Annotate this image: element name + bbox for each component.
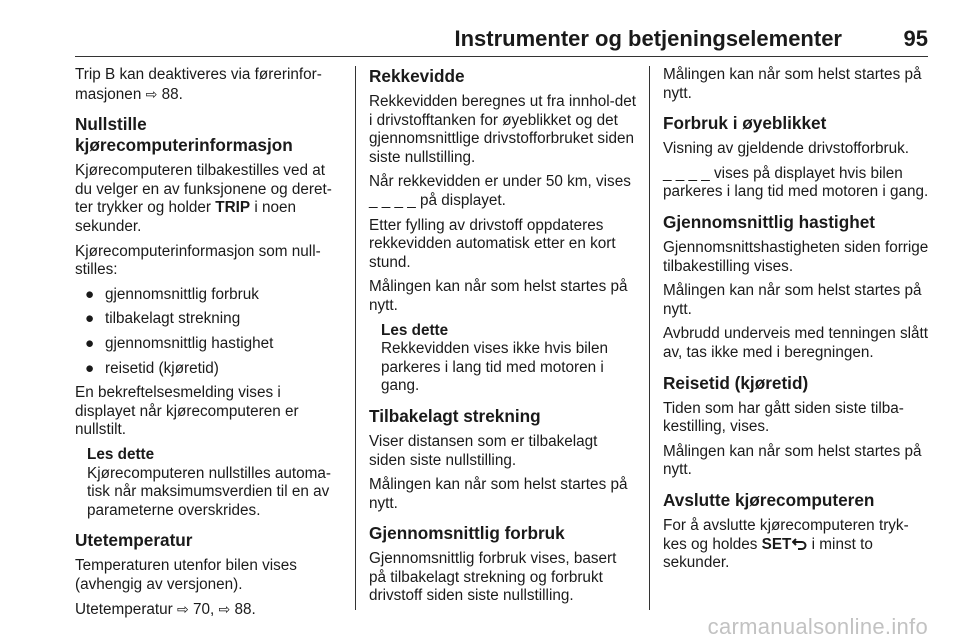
paragraph <box>75 66 345 104</box>
paragraph: Viser distansen som er tilbakelagt siden siste nullstilling. <box>369 432 598 469</box>
text: Kjørecomputeren tilbakestilles ved at du velger en av funksjonene og deret-ter trykker og holder <box>75 162 332 217</box>
section-heading: Reisetid (kjøretid) <box>663 372 809 393</box>
bullet-list <box>75 286 345 378</box>
paragraph: Målingen kan når som helst startes på nytt. <box>663 66 922 102</box>
paragraph: Visning av gjeldende drivstofforbruk. <box>663 140 910 158</box>
bullet-icon: ● <box>85 334 95 352</box>
note-text: Rekkevidden vises ikke hvis bilen parkeres i lang tid med motoren i gang. <box>381 340 609 395</box>
paragraph: Kjørecomputerinformasjon som null-stilles: <box>75 242 321 279</box>
section-heading: Nullstille kjørecomputerinformasjon <box>75 114 293 156</box>
column-divider <box>355 66 356 610</box>
header-rule <box>75 56 928 57</box>
list-item: ● tilbakelagt strekning <box>85 310 241 328</box>
paragraph: Målingen kan når som helst startes på nytt. <box>369 476 628 512</box>
paragraph: Etter fylling av drivstoff oppdateres rekkevidden automatisk etter en kort stund. <box>369 216 616 271</box>
section-heading: Tilbakelagt strekning <box>369 405 541 426</box>
paragraph: Gjennomsnittlig forbruk vises, basert på tilbakelagt strekning og forbrukt drivstoff siden siste nullstilling. <box>369 550 617 605</box>
paragraph <box>75 162 345 236</box>
column-2 <box>369 66 637 612</box>
page-ref-arrow-icon: ⇨ <box>177 601 189 618</box>
paragraph: Målingen kan når som helst startes på nytt. <box>663 282 922 318</box>
trip-button-label: TRIP <box>215 199 251 217</box>
paragraph: En bekreftelsesmelding vises i displayet når kjørecomputeren er nullstilt. <box>75 384 299 439</box>
return-arrow-icon <box>792 537 807 550</box>
paragraph: Når rekkevidden er under 50 km, vises _ _ _ _ på displayet. <box>369 173 631 209</box>
paragraph: Målingen kan når som helst startes på nytt. <box>663 442 922 479</box>
note-text: Kjørecomputeren nullstilles automa-tisk når maksimumsverdien til en av parameterne overskrides. <box>87 464 332 519</box>
bullet-icon: ● <box>85 359 95 377</box>
page-ref[interactable]: 88. <box>234 601 256 619</box>
paragraph: For å avslutte kjørecomputeren tryk-kes og holdes SET i minst to sekunder. <box>663 516 909 572</box>
note-title: Les dette <box>87 445 155 463</box>
paragraph: Målingen kan når som helst startes på nytt. <box>369 278 628 314</box>
paragraph: _ _ _ _ vises på displayet hvis bilen parkeres i lang tid med motoren i gang. <box>663 164 929 201</box>
column-3 <box>663 66 931 579</box>
note-box <box>381 322 637 396</box>
note-title: Les dette <box>381 321 449 339</box>
watermark: carmanualsonline.info <box>707 614 928 639</box>
column-divider <box>649 66 650 610</box>
bullet-icon: ● <box>85 310 95 328</box>
page-ref-arrow-icon: ⇨ <box>145 85 158 102</box>
section-heading: Gjennomsnittlig forbruk <box>369 523 565 544</box>
page-title: Instrumenter og betjeningselementer <box>454 26 842 51</box>
section-heading: Rekkevidde <box>369 66 465 86</box>
page-ref-arrow-icon: ⇨ <box>218 601 231 618</box>
paragraph: Tiden som har gått siden siste tilba-kestilling, vises. <box>663 399 904 436</box>
paragraph: Temperaturen utenfor bilen vises (avhengig av versjonen). <box>75 557 297 593</box>
list-item: ● gjennomsnittlig hastighet <box>85 334 274 352</box>
page-number: 95 <box>903 26 928 51</box>
column-1 <box>75 66 345 626</box>
list-item: ● gjennomsnittlig forbruk <box>85 285 259 303</box>
set-button-label: SET <box>761 535 792 553</box>
page-ref[interactable]: 70, <box>193 601 215 619</box>
section-heading: Forbruk i øyeblikket <box>663 113 827 134</box>
section-heading: Gjennomsnittlig hastighet <box>663 211 875 232</box>
bullet-icon: ● <box>85 285 95 303</box>
paragraph: Gjennomsnittshastigheten siden forrige tilbakestilling vises. <box>663 238 929 275</box>
page-ref[interactable]: 88. <box>161 85 183 103</box>
paragraph: Utetemperatur ⇨ 70, ⇨ 88. <box>75 601 256 619</box>
section-heading: Utetemperatur <box>75 530 193 551</box>
text: i noen sekunder. <box>75 199 297 235</box>
paragraph: Avbrudd underveis med tenningen slått av, tas ikke med i beregningen. <box>663 325 929 361</box>
list-item: ● reisetid (kjøretid) <box>85 359 219 377</box>
paragraph: Rekkevidden beregnes ut fra innhol-det i drivstofftanken for øyeblikket og det gjennomsnittlige drivstofforbruket siden siste nullstilling. <box>369 93 637 166</box>
text: Trip B kan deaktiveres via førerinfor-masjonen <box>75 66 322 103</box>
page-header <box>0 0 960 56</box>
note-box <box>87 446 345 520</box>
section-heading: Avslutte kjørecomputeren <box>663 489 875 510</box>
